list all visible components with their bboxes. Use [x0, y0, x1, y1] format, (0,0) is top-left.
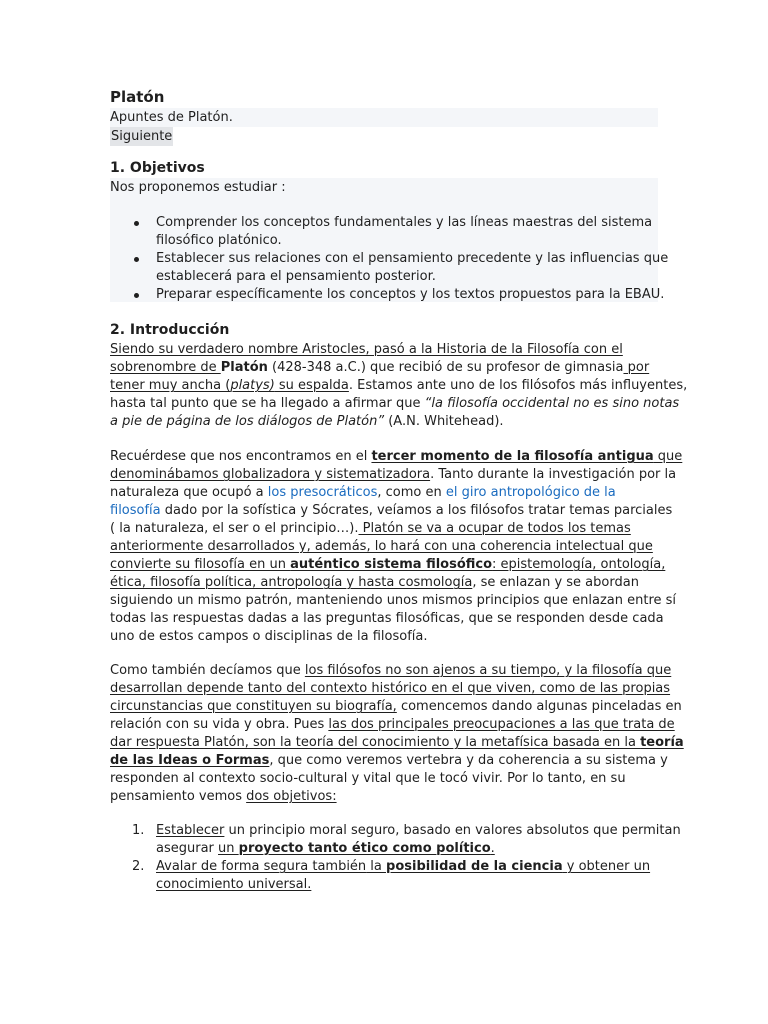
p1-line-5: a pie de página de los diálogos de Platón” (A.N. Whitehead).: [110, 414, 504, 429]
p1-line-3: tener muy ancha (platys) su espalda. Estamos ante uno de los filósofos más influyentes,: [110, 378, 688, 393]
introduction-heading: 2. Introducción: [110, 322, 230, 338]
p3-line-3: circunstancias que constituyen su biografía, comencemos dando algunas pinceladas en: [110, 699, 682, 714]
bullet-icon: [134, 257, 139, 262]
p2-line-11: uno de estos campos o disciplinas de la filosofía.: [110, 629, 428, 644]
objectives-intro: Nos proponemos estudiar :: [110, 180, 286, 195]
p3-line-4: relación con su vida y obra. Pues las dos principales preocupaciones a las que trata de: [110, 717, 675, 732]
list-item-1-line-1: Establecer un principio moral seguro, basado en valores absolutos que permitan: [156, 823, 681, 838]
p2-line-6: anteriormente desarrollados y, además, lo hará con una coherencia intelectual que: [110, 539, 653, 554]
list-number-1: 1.: [132, 823, 145, 838]
p2-line-5: ( la naturaleza, el ser o el principio…). Platón se va a ocupar de todos los temas: [110, 521, 631, 536]
objective-item-3-line-1: Preparar específicamente los conceptos y los textos propuestos para la EBAU.: [156, 287, 665, 302]
p1-line-2: sobrenombre de Platón (428-348 a.C.) que recibió de su profesor de gimnasia por: [110, 360, 650, 375]
p3-line-7: responden al contexto socio-cultural y vital que le tocó vivir. Por lo tanto, en su: [110, 771, 626, 786]
p2-line-2: denominábamos globalizadora y sistematizadora. Tanto durante la investigación por la: [110, 467, 677, 482]
p3-line-8: pensamiento vemos dos objetivos:: [110, 789, 337, 804]
presocraticos-link[interactable]: los presocráticos: [267, 485, 378, 500]
page-title: Platón: [110, 88, 165, 106]
list-item-2-line-2: conocimiento universal.: [156, 877, 312, 892]
p2-line-4: filosofía dado por la sofística y Sócrates, veíamos a los filósofos tratar temas parciales: [110, 503, 673, 518]
bullet-icon: [134, 221, 139, 226]
bullet-icon: [134, 293, 139, 298]
p3-line-1: Como también decíamos que los filósofos no son ajenos a su tiempo, y la filosofía que: [110, 663, 672, 678]
giro-antropologico-link-cont[interactable]: filosofía: [110, 503, 161, 518]
next-button[interactable]: Siguiente: [111, 129, 173, 144]
subtitle: Apuntes de Platón.: [110, 110, 233, 125]
list-number-2: 2.: [132, 859, 145, 874]
p2-line-3: naturaleza que ocupó a los presocráticos, como en el giro antropológico de la: [110, 485, 616, 500]
p3-line-5: dar respuesta Platón, son la teoría del conocimiento y la metafísica basada en la teoría: [110, 735, 684, 750]
objective-item-2-line-2: establecerá para el pensamiento posterior.: [156, 269, 436, 284]
p1-line-4: hasta tal punto que se ha llegado a afirmar que “la filosofía occidental no es sino notas: [110, 396, 680, 411]
p1-line-1: Siendo su verdadero nombre Aristocles, pasó a la Historia de la Filosofía con el: [110, 342, 623, 357]
objective-item-2-line-1: Establecer sus relaciones con el pensamiento precedente y las influencias que: [156, 251, 669, 266]
p3-line-2: desarrollan depende tanto del contexto histórico en el que viven, como de las propias: [110, 681, 671, 696]
p2-line-9: siguiendo un mismo patrón, manteniendo unos mismos principios que enlazan entre sí: [110, 593, 677, 608]
p3-line-6: de las Ideas o Formas, que como veremos vertebra y da coherencia a su sistema y: [110, 753, 668, 768]
objective-item-1-line-1: Comprender los conceptos fundamentales y las líneas maestras del sistema: [156, 215, 653, 230]
list-item-2-line-1: Avalar de forma segura también la posibilidad de la ciencia y obtener un: [156, 859, 651, 874]
objective-item-1-line-2: filosófico platónico.: [156, 233, 282, 248]
p2-line-7: convierte su filosofía en un auténtico sistema filosófico: epistemología, ontología,: [110, 557, 666, 572]
giro-antropologico-link[interactable]: el giro antropológico de la: [445, 485, 616, 500]
p2-line-10: todas las respuestas dadas a las preguntas filosóficas, que se responden desde cada: [110, 611, 664, 626]
p2-line-1: Recuérdese que nos encontramos en el tercer momento de la filosofía antigua que: [110, 449, 683, 464]
list-item-1-line-2: asegurar un proyecto tanto ético como político.: [156, 841, 495, 856]
objectives-heading: 1. Objetivos: [110, 160, 205, 176]
p2-line-8: ética, filosofía política, antropología y hasta cosmología, se enlazan y se abordan: [110, 575, 639, 590]
